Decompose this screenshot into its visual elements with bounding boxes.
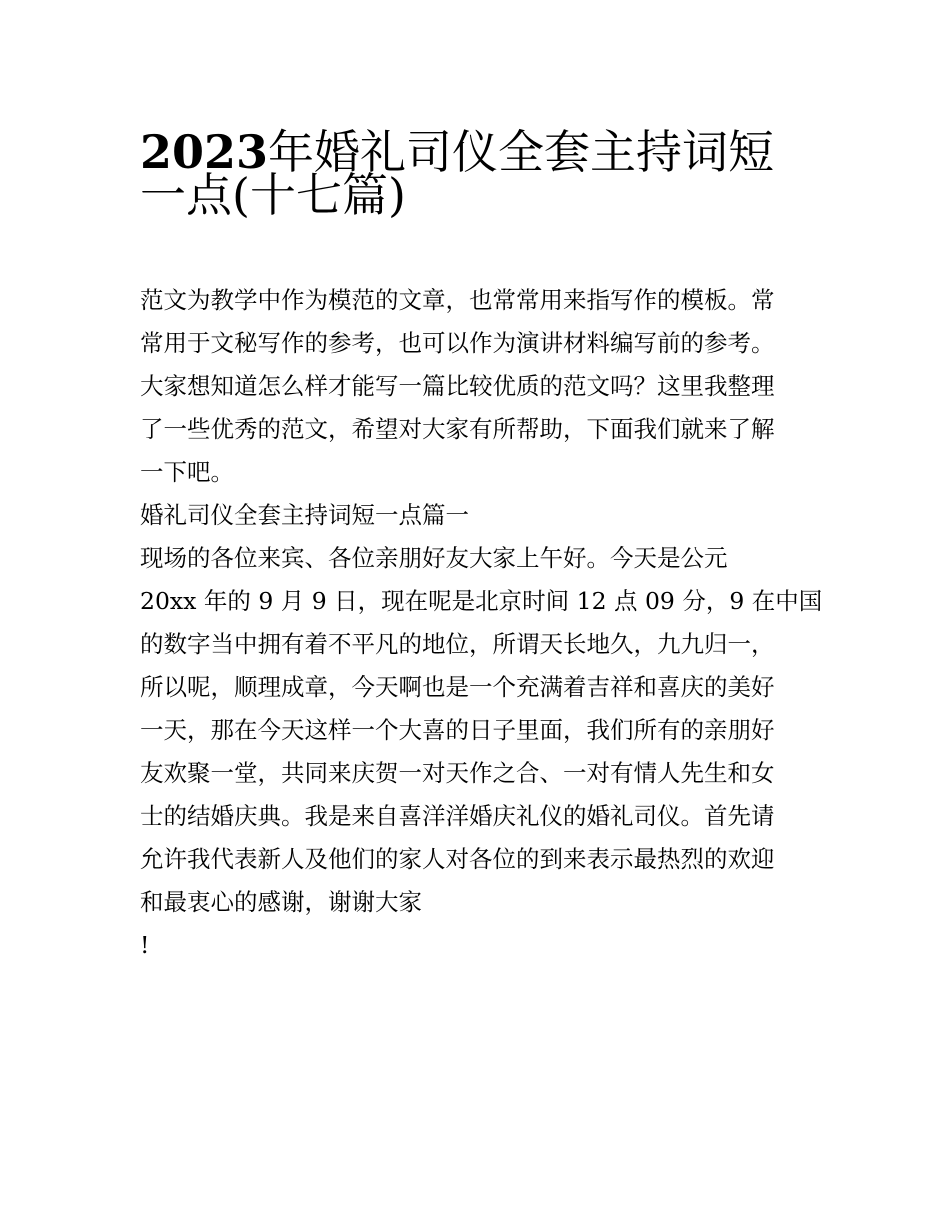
title-line1-text: 年婚礼司仪全套主持词短 [268, 125, 775, 179]
intro-line: 大家想知道怎么样才能写一篇比较优质的范文吗？这里我整理 [140, 372, 775, 400]
intro-paragraph [140, 279, 816, 494]
section-line: 现场的各位来宾、各位亲朋好友大家上午好。今天是公元 [140, 544, 728, 572]
section-line: 和最衷心的感谢，谢谢大家 [140, 888, 422, 916]
section-line: 友欢聚一堂，共同来庆贺一对天作之合、一对有情人先生和女 [140, 759, 775, 787]
document-body [140, 279, 823, 967]
section-line: 士的结婚庆典。我是来自喜洋洋婚庆礼仪的婚礼司仪。首先请 [140, 802, 775, 830]
intro-line: 了一些优秀的范文，希望对大家有所帮助，下面我们就来了解 [140, 415, 775, 443]
section-line: 的数字当中拥有着不平凡的地位，所谓天长地久，九九归一， [140, 630, 775, 658]
section-line: 一天，那在今天这样一个大喜的日子里面，我们所有的亲朋好 [140, 716, 775, 744]
section-heading: 婚礼司仪全套主持词短一点篇一 [140, 501, 469, 529]
intro-line: 常用于文秘写作的参考，也可以作为演讲材料编写前的参考。 [140, 329, 775, 357]
section-line: 20xx 年的 9 月 9 日，现在呢是北京时间 12 点 09 分，9 在中国 [140, 587, 823, 615]
section-paragraph [140, 537, 823, 924]
intro-line: 一下吧。 [140, 458, 234, 486]
title-year: 2023 [140, 125, 269, 179]
intro-line: 范文为教学中作为模范的文章，也常常用来指写作的模板。常 [140, 286, 775, 314]
trailing-text: ! [140, 931, 150, 959]
section-line: 允许我代表新人及他们的家人对各位的到来表示最热烈的欢迎 [140, 845, 775, 873]
title-line2: 一点(十七篇) [140, 168, 406, 222]
document-title [140, 116, 812, 222]
section-line: 所以呢，顺理成章，今天啊也是一个充满着吉祥和喜庆的美好 [140, 673, 775, 701]
